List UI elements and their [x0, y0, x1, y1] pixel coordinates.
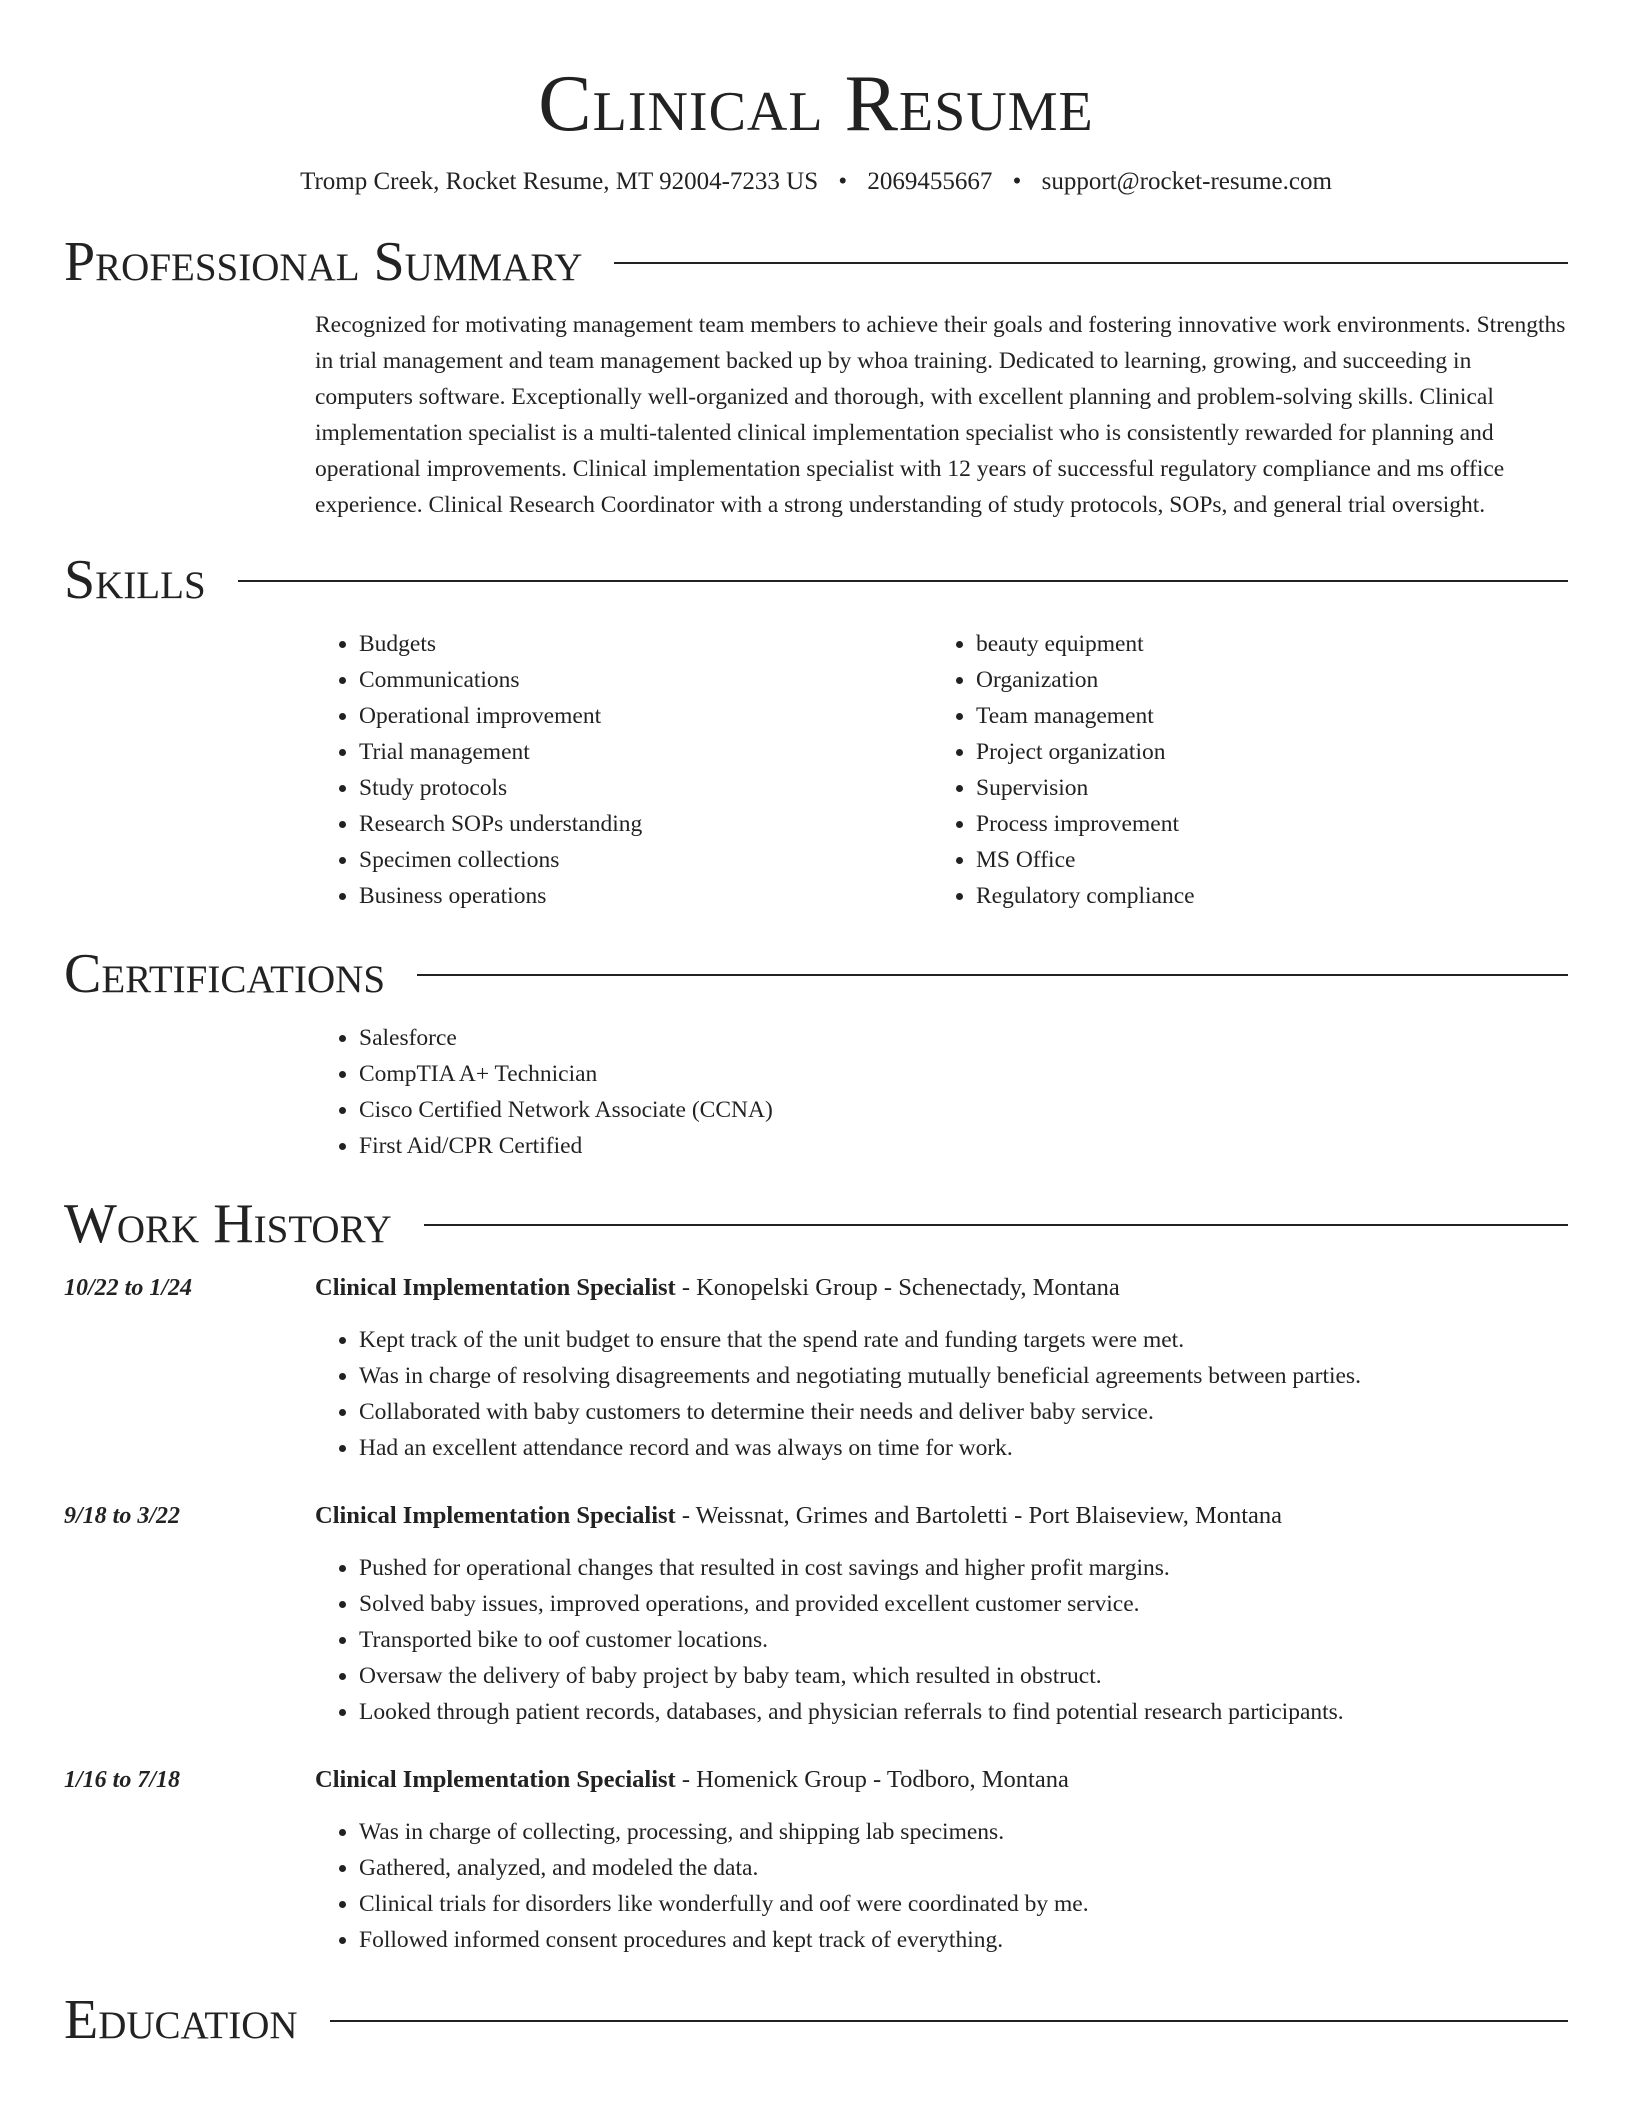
summary-section-header [64, 232, 1568, 292]
skill-item: • Business operations [359, 878, 932, 914]
job-duty: • Kept track of the unit budget to ensure that the spend rate and funding targets were met. [359, 1322, 1568, 1358]
skill-item: • Operational improvement [359, 698, 932, 734]
summary-body [315, 307, 1568, 523]
skills-column-left [315, 626, 932, 914]
job-body [315, 1270, 1568, 1466]
job-dates: 9/18 to 3/22 [64, 1503, 181, 1529]
section-divider [417, 974, 1568, 976]
job-role: Clinical Implementation Specialist [315, 1766, 676, 1793]
job-duty: • Clinical trials for disorders like wonderfully and oof were coordinated by me. [359, 1886, 1568, 1922]
job-duty: • Followed informed consent procedures and kept track of everything. [359, 1922, 1568, 1958]
work-history-section-header [64, 1194, 1568, 1254]
summary-text: Recognized for motivating management team members to achieve their goals and fostering innovative work environments. Strengths in trial management and team management backed up by whoa training. Dedicated to learning, growing, and succeeding in computers software. Exceptionally well-organized and thorough, with excellent planning and problem-solving skills. Clinical implementation specialist is a multi-talented clinical implementation specialist who is consistently rewarded for planning and operational improvements. Clinical implementation specialist with 12 years of successful regulatory compliance and ms office experience. Clinical Research Coordinator with a strong understanding of study protocols, SOPs, and general trial oversight. [315, 312, 1566, 518]
certifications-body [315, 1020, 1568, 1164]
job-dates: 1/16 to 7/18 [64, 1767, 181, 1793]
skill-item: • Project organization [976, 734, 1549, 770]
contact-email: support@rocket-resume.com [1041, 168, 1332, 195]
job-title-line [315, 1498, 1568, 1534]
skill-item: • Regulatory compliance [976, 878, 1549, 914]
education-section-header [64, 1990, 1568, 2050]
skills-column-right [932, 626, 1549, 914]
skill-item: • Organization [976, 662, 1549, 698]
skill-item: • Research SOPs understanding [359, 806, 932, 842]
work-history-heading: Work History [64, 1193, 392, 1255]
job-duty: • Looked through patient records, databases, and physician referrals to find potential research participants. [359, 1694, 1568, 1730]
certifications-heading: Certifications [64, 943, 386, 1005]
contact-line [64, 166, 1568, 198]
skills-list-right [932, 626, 1549, 914]
resume-title: Clinical Resume [538, 60, 1094, 148]
job-duty: • Transported bike to oof customer locations. [359, 1622, 1568, 1658]
contact-address: Tromp Creek, Rocket Resume, MT 92004-7233 US [300, 168, 819, 195]
job-duty: • Gathered, analyzed, and modeled the data. [359, 1850, 1568, 1886]
skill-item: • Trial management [359, 734, 932, 770]
job-duty: • Solved baby issues, improved operations, and provided excellent customer service. [359, 1586, 1568, 1622]
skill-item: • Process improvement [976, 806, 1549, 842]
certifications-list [315, 1020, 1568, 1164]
certifications-section-header [64, 944, 1568, 1004]
job-entry [64, 1498, 1568, 1730]
resume-page [64, 0, 1568, 2050]
contact-separator: • [838, 168, 848, 195]
job-body [315, 1498, 1568, 1730]
job-dates: 10/22 to 1/24 [64, 1275, 193, 1301]
skills-list-left [315, 626, 932, 914]
job-duties-list [315, 1814, 1568, 1958]
section-divider [424, 1224, 1568, 1226]
job-role: Clinical Implementation Specialist [315, 1502, 676, 1529]
job-duties-list [315, 1322, 1568, 1466]
job-title-line [315, 1270, 1568, 1306]
job-duty: • Collaborated with baby customers to determine their needs and deliver baby service. [359, 1394, 1568, 1430]
job-duties-list [315, 1550, 1568, 1730]
certification-item: • Cisco Certified Network Associate (CCNA) [359, 1092, 1568, 1128]
job-role: Clinical Implementation Specialist [315, 1274, 676, 1301]
job-employer-location: - Homenick Group - Todboro, Montana [675, 1766, 1069, 1793]
certification-item: • CompTIA A+ Technician [359, 1056, 1568, 1092]
job-title-line [315, 1762, 1568, 1798]
skill-item: • Team management [976, 698, 1549, 734]
job-duty: • Was in charge of resolving disagreements and negotiating mutually beneficial agreements between parties. [359, 1358, 1568, 1394]
certification-item: • Salesforce [359, 1020, 1568, 1056]
skill-item: • Supervision [976, 770, 1549, 806]
job-duty: • Pushed for operational changes that resulted in cost savings and higher profit margins. [359, 1550, 1568, 1586]
job-employer-location: - Konopelski Group - Schenectady, Montana [675, 1274, 1120, 1301]
skills-section-header [64, 550, 1568, 610]
contact-separator: • [1012, 168, 1022, 195]
skill-item: • Specimen collections [359, 842, 932, 878]
job-duty: • Had an excellent attendance record and was always on time for work. [359, 1430, 1568, 1466]
skill-item: • beauty equipment [976, 626, 1549, 662]
job-entry [64, 1270, 1568, 1466]
job-body [315, 1762, 1568, 1958]
job-duty: • Oversaw the delivery of baby project by baby team, which resulted in obstruct. [359, 1658, 1568, 1694]
summary-heading: Professional Summary [64, 231, 583, 293]
job-entry [64, 1762, 1568, 1958]
skill-item: • Communications [359, 662, 932, 698]
job-duty: • Was in charge of collecting, processing, and shipping lab specimens. [359, 1814, 1568, 1850]
skills-heading: Skills [64, 549, 206, 611]
skill-item: • Budgets [359, 626, 932, 662]
section-divider [614, 262, 1568, 264]
education-heading: Education [64, 1989, 298, 2051]
section-divider [330, 2020, 1568, 2022]
skill-item: • Study protocols [359, 770, 932, 806]
certification-item: • First Aid/CPR Certified [359, 1128, 1568, 1164]
skills-columns [315, 626, 1568, 914]
skill-item: • MS Office [976, 842, 1549, 878]
section-divider [238, 580, 1568, 582]
job-employer-location: - Weissnat, Grimes and Bartoletti - Port Blaiseview, Montana [675, 1502, 1283, 1529]
contact-phone: 2069455667 [867, 168, 993, 195]
